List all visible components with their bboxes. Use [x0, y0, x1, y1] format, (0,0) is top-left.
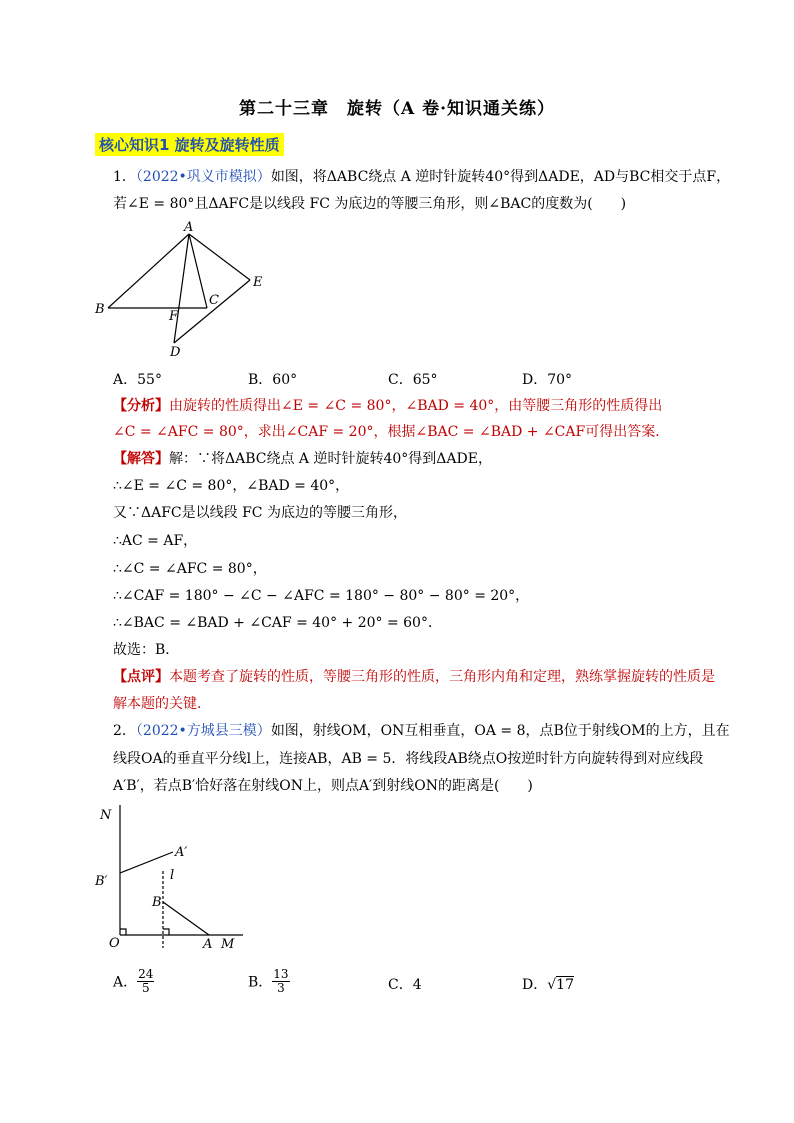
q1-stem-line2: 若∠E = 80°且ΔAFC是以线段 FC 为底边的等腰三角形，则∠BAC的度数为( ) [113, 196, 627, 212]
q1-solution-line7: ∴∠BAC = ∠BAD + ∠CAF = 40° + 20° = 60°． [113, 615, 442, 631]
q1-choice-b[interactable]: B．60° [248, 372, 298, 388]
label-l: l [170, 868, 175, 883]
q2-choice-c[interactable]: C．4 [388, 977, 422, 993]
q1-source: （2022•巩义市模拟） [135, 169, 271, 185]
q1-stem-line1 [113, 167, 731, 187]
label-a-prime: A′ [175, 845, 188, 860]
q1-analysis-line2: ∠C = ∠AFC = 80°，求出∠CAF = 20°，根据∠BAC = ∠BAD + ∠CAF可得出答案． [113, 424, 670, 440]
q2-choice-a[interactable]: A． $\frac{24}{5}$ [113, 967, 154, 995]
q1-solution-line6: ∴∠CAF = 180° − ∠C − ∠AFC = 180° − 80° − 80° = 20°， [113, 588, 530, 604]
q1-solution-line1: 【解答】解：∵将ΔABC绕点 A 逆时针旋转40°得到ΔADE， [113, 451, 492, 467]
label-f: F [169, 309, 179, 324]
q2-stem-line3: A′B′，若点B′恰好落在射线ON上，则点A′到射线ON的距离是( ) [113, 778, 533, 794]
label-b: B [152, 895, 162, 910]
label-e: E [253, 275, 263, 290]
label-a: A [203, 937, 213, 952]
segment-ab [108, 234, 189, 308]
q2-choice-b[interactable]: B． $\frac{13}{3}$ [248, 967, 289, 995]
segment-ad [174, 234, 189, 343]
q2-number: 2． [113, 723, 136, 739]
label-m: M [221, 937, 235, 952]
q1-solution-line5: ∴∠C = ∠AFC = 80°， [113, 561, 267, 577]
solution-tag: 【解答】 [113, 451, 169, 467]
label-b-prime: B′ [95, 874, 108, 889]
q1-figure [90, 218, 275, 366]
segment-ba [163, 902, 209, 935]
q1-comment-line1: 【点评】本题考查了旋转的性质，等腰三角形的性质，三角形内角和定理，熟练掌握旋转的性质是 [113, 669, 715, 685]
q1-solution-line3: 又∵ΔAFC是以线段 FC 为底边的等腰三角形， [113, 505, 407, 521]
q2-figure [95, 805, 255, 955]
right-angle-o [120, 929, 126, 935]
label-o: O [109, 936, 120, 951]
q1-choice-d[interactable]: D．70° [522, 372, 573, 388]
q1-solution-line2: ∴∠E = ∠C = 80°，∠BAD = 40°， [113, 478, 350, 494]
section-heading: 核心知识1 旋转及旋转性质 [95, 133, 284, 156]
label-b: B [95, 302, 105, 317]
comment-tag: 【点评】 [113, 669, 169, 685]
segment-de [174, 280, 250, 343]
label-a: A [184, 220, 194, 235]
segment-b1a1 [120, 852, 173, 873]
q2-stem-line2: 线段OA的垂直平分线l上，连接AB，AB = 5．将线段AB绕点O按逆时针方向旋转得到对应线段 [113, 751, 704, 767]
q1-number: 1． [113, 169, 136, 185]
q1-choice-c[interactable]: C．65° [388, 372, 438, 388]
page-title: 第二十三章 旋转（A 卷·知识通关练） [238, 99, 556, 119]
q1-comment-line2: 解本题的关键． [113, 696, 211, 712]
label-c: C [209, 293, 219, 308]
q1-analysis-line1: 【分析】由旋转的性质得出∠E = ∠C = 80°，∠BAD = 40°，由等腰三角形的性质得出 [113, 398, 663, 414]
q2-text-1: 如图，射线OM，ON互相垂直，OA = 8，点B位于射线OM的上方，且在 [270, 723, 730, 739]
q1-text-1: 如图，将ΔABC绕点 A 逆时针旋转40°得到ΔADE，AD与BC相交于点F， [270, 169, 731, 185]
analysis-tag: 【分析】 [113, 398, 169, 414]
label-d: D [170, 345, 181, 360]
q2-source: （2022•方城县三模） [135, 723, 271, 739]
label-n: N [100, 808, 112, 823]
q1-answer: 故选：B． [113, 642, 180, 658]
right-angle-l [163, 929, 169, 935]
q2-stem-line1 [113, 721, 730, 741]
q1-choice-a[interactable]: A．55° [113, 372, 162, 388]
q2-choice-d[interactable]: D．√17 [522, 977, 574, 993]
q1-solution-line4: ∴AC = AF， [113, 533, 198, 549]
